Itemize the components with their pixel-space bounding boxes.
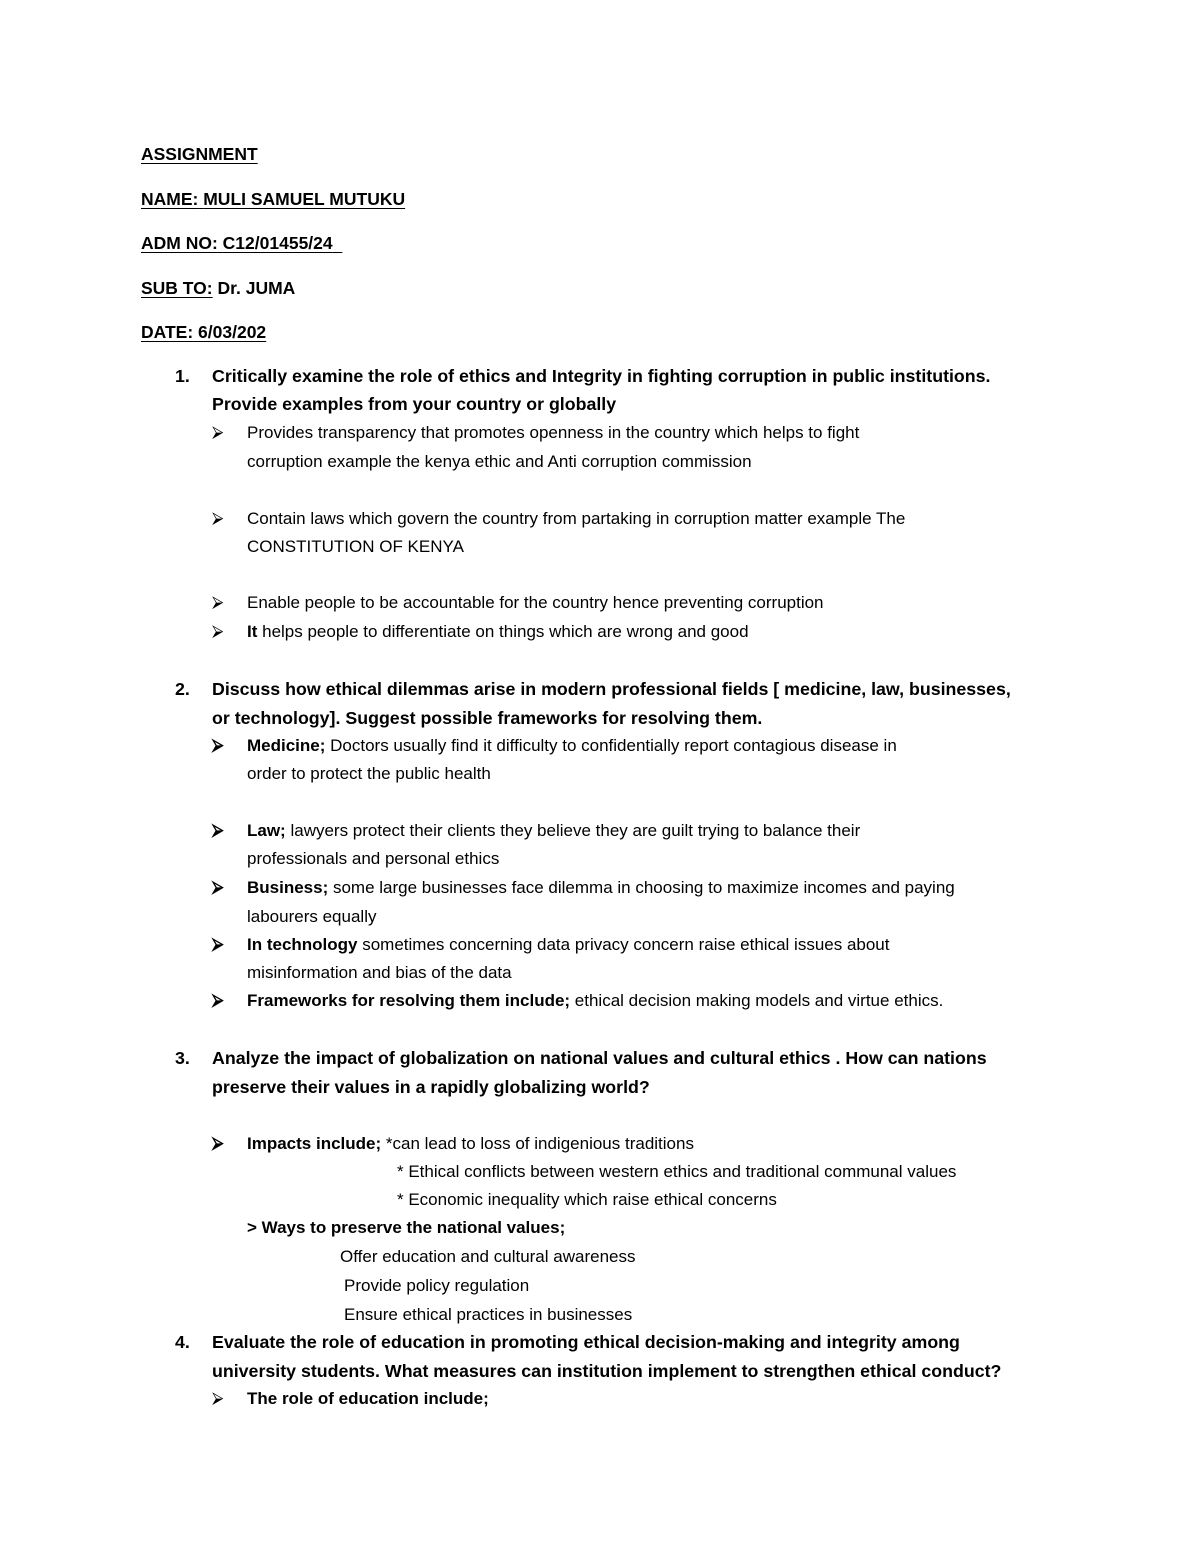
arrow-bullet-icon: ⮚: [212, 510, 224, 527]
q1-question-line2: Provide examples from your country or globally: [212, 394, 617, 414]
arrow-bullet-icon: ⮚: [212, 822, 224, 839]
q1-point-2-line1: Contain laws which govern the country from partaking in corruption matter example The: [247, 509, 906, 528]
q4-question-line2: university students. What measures can institution implement to strengthen ethical conduct?: [212, 1361, 1002, 1381]
q2-point-medicine-line2: order to protect the public health: [247, 764, 491, 783]
arrow-bullet-icon: ⮚: [212, 623, 224, 640]
arrow-bullet-icon: ⮚: [212, 737, 224, 754]
adm-label-value: ADM NO: C12/01455/24: [141, 233, 333, 253]
q3-number: 3.: [175, 1048, 190, 1068]
q4-question-line1: Evaluate the role of education in promoting ethical decision-making and integrity among: [212, 1332, 960, 1352]
q3-way-2: Provide policy regulation: [344, 1276, 530, 1295]
q4-number: 4.: [175, 1332, 190, 1352]
q2-point-medicine-line1: Medicine; Doctors usually find it difficulty to confidentially report contagious disease in: [247, 736, 897, 755]
q1-question-line1: Critically examine the role of ethics and Integrity in fighting corruption in public institutions.: [212, 366, 991, 386]
assignment-title: [141, 142, 258, 166]
q2-point-technology-line2: misinformation and bias of the data: [247, 963, 512, 982]
q2-question-line2: or technology]. Suggest possible frameworks for resolving them.: [212, 708, 763, 728]
q3-question-line1: Analyze the impact of globalization on national values and cultural ethics . How can nations: [212, 1048, 987, 1068]
q1-point-2-line2: CONSTITUTION OF KENYA: [247, 537, 464, 556]
arrow-bullet-icon: ⮚: [212, 936, 224, 953]
arrow-bullet-icon: ⮚: [212, 1390, 224, 1407]
q2-point-frameworks-line1: Frameworks for resolving them include; ethical decision making models and virtue ethics.: [247, 991, 944, 1010]
arrow-bullet-icon: ⮚: [212, 424, 224, 441]
arrow-bullet-icon: ⮚: [212, 992, 224, 1009]
q3-question-line2: preserve their values in a rapidly globalizing world?: [212, 1077, 650, 1097]
q1-point-1-line1: Provides transparency that promotes openness in the country which helps to fight: [247, 423, 860, 442]
q3-impacts-line1: Impacts include; *can lead to loss of indigenious traditions: [247, 1134, 694, 1153]
q3-way-1: Offer education and cultural awareness: [340, 1247, 636, 1266]
q2-point-business-line1: Business; some large businesses face dilemma in choosing to maximize incomes and paying: [247, 878, 955, 897]
q1-point-4-line1: It helps people to differentiate on things which are wrong and good: [247, 622, 749, 641]
q3-impact-2: * Ethical conflicts between western ethics and traditional communal values: [397, 1162, 957, 1181]
date-line: [141, 320, 266, 344]
date-label-value: DATE: 6/03/202: [141, 322, 267, 342]
q1-point-3-line1: Enable people to be accountable for the country hence preventing corruption: [247, 593, 824, 612]
q1-number: 1.: [175, 366, 190, 386]
q3-ways-heading: > Ways to preserve the national values;: [247, 1218, 566, 1237]
q2-point-law-line2: professionals and personal ethics: [247, 849, 500, 868]
adm-line: [141, 231, 342, 255]
q2-question-line1: Discuss how ethical dilemmas arise in modern professional fields [ medicine, law, businesses,: [212, 679, 1011, 699]
title-text: ASSIGNMENT: [141, 144, 258, 164]
arrow-bullet-icon: ⮚: [212, 879, 224, 896]
q2-point-law-line1: Law; lawyers protect their clients they believe they are guilt trying to balance their: [247, 821, 861, 840]
q2-point-technology-line1: In technology sometimes concerning data privacy concern raise ethical issues about: [247, 935, 890, 954]
q2-number: 2.: [175, 679, 190, 699]
sub-to-label: SUB TO:: [141, 278, 213, 298]
name-line: [141, 187, 405, 211]
sub-to-value: Dr. JUMA: [217, 278, 296, 298]
name-label-value: NAME: MULI SAMUEL MUTUKU: [141, 189, 406, 209]
q1-point-1-line2: corruption example the kenya ethic and Anti corruption commission: [247, 452, 752, 471]
q4-point-1: The role of education include;: [247, 1389, 489, 1408]
q3-way-3: Ensure ethical practices in businesses: [344, 1305, 633, 1324]
sub-to-line: [141, 276, 295, 300]
arrow-bullet-icon: ⮚: [212, 1135, 224, 1152]
q3-impact-3: * Economic inequality which raise ethical concerns: [397, 1190, 777, 1209]
arrow-bullet-icon: ⮚: [212, 594, 224, 611]
q2-point-business-line2: labourers equally: [247, 907, 377, 926]
